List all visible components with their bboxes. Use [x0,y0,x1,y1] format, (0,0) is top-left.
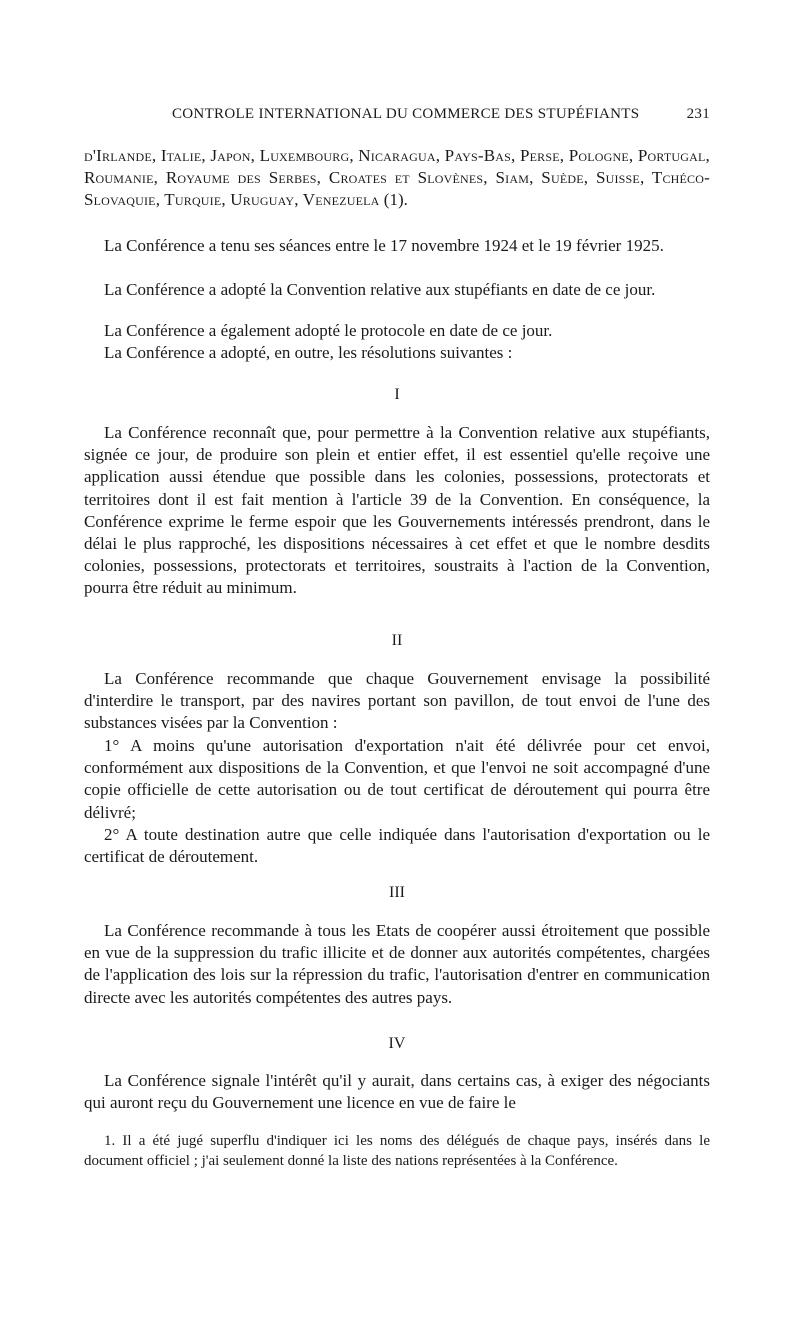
resolution-iii-text: La Conférence recommande à tous les Etats de coopérer aussi étroitement que possible en vue de la suppression du trafic illicite et de donner aux autorités compétentes, chargées de l'application des lois sur la répression du trafic, l'autorisation d'entrer en communication directe avec les autorités compétentes des autres pays. [84,921,710,1007]
resolution-ii-item-1: 1° A moins qu'une autorisation d'exportation n'ait été délivrée pour cet envoi, conformément aux dispositions de la Convention, et que l'envoi ne soit accompagné d'une copie officielle de cette autorisation ou de tout certificat de déroutement qui pourra être délivré; [84,736,710,822]
running-title: CONTROLE INTERNATIONAL DU COMMERCE DES STUPÉFIANTS [172,106,640,122]
resolution-ii-item-2: 2° A toute destination autre que celle indiquée dans l'autorisation d'exportation ou le certificat de déroutement. [84,825,710,867]
resolution-iv-text: La Conférence signale l'intérêt qu'il y aurait, dans certains cas, à exiger des négociants qui auront reçu du Gouvernement une licence en vue de faire le [84,1071,710,1113]
section-heading-i: I [394,386,400,403]
running-header [84,106,710,128]
section-heading-ii: II [391,632,403,649]
section-heading-iv: IV [388,1035,406,1052]
section-heading-iii: III [389,884,405,901]
page-number: 231 [686,106,710,122]
countries-list [84,145,710,212]
footnote: 1. Il a été jugé superflu d'indiquer ici les noms des délégués de chaque pays, insérés dans le document officiel ; j'ai seulement donné la liste des nations représentées à la Conférence. [84,1133,710,1169]
paragraph-convention: La Conférence a adopté la Convention relative aux stupéfiants en date de ce jour. [104,280,656,299]
paragraph-protocol: La Conférence a également adopté le protocole en date de ce jour. [104,321,553,340]
paragraph-dates: La Conférence a tenu ses séances entre le 17 novembre 1924 et le 19 février 1925. [104,236,664,255]
countries-text: d'Irlande, Italie, Japon, Luxembourg, Nicaragua, Pays-Bas, Perse, Pologne, Portugal, Roumanie, Royaume des Serbes, Croates et Slovènes, Siam, Suède, Suisse, Tchéco-Slovaquie, Turquie, Uruguay, Venezuela [84,146,710,210]
resolution-ii-intro: La Conférence recommande que chaque Gouvernement envisage la possibilité d'interdire le transport, par des navires portant son pavillon, de tout envoi de l'une des substances visées par la Convention : [84,669,710,733]
paragraph-resolutions-intro: La Conférence a adopté, en outre, les résolutions suivantes : [104,343,513,362]
resolution-i-text: La Conférence reconnaît que, pour permettre à la Convention relative aux stupéfiants, signée ce jour, de produire son plein et entier effet, il est essentiel qu'elle reçoive une application aussi étendue que possible dans les colonies, possessions, protectorats et territoires dont il est fait mention à l'article 39 de la Convention. En conséquence, la Conférence exprime le ferme espoir que les Gouvernements intéressés prendront, dans le délai le plus rapproché, les dispositions nécessaires à cet effet et que le nombre desdits colonies, possessions, protectorats et territoires, soustraits à l'action de la Convention, pourra être réduit au minimum. [84,423,710,598]
footnote-reference: (1). [383,190,408,210]
